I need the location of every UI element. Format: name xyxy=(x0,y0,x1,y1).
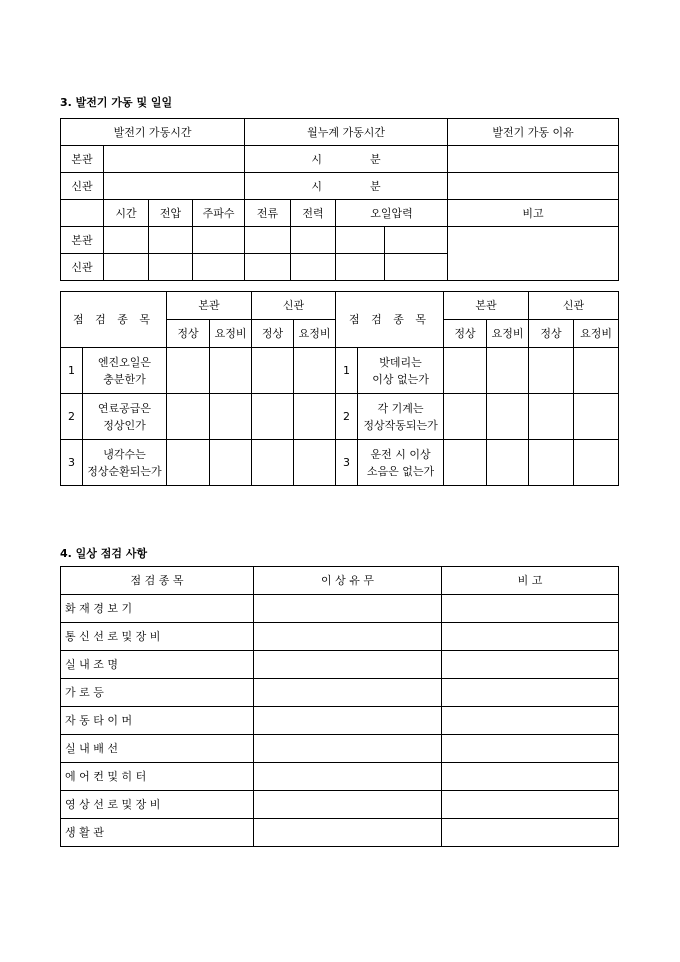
row-label-main: 본관 xyxy=(61,146,104,173)
table-row xyxy=(61,679,619,707)
table-row xyxy=(61,735,619,763)
inspection-header-row xyxy=(61,292,619,320)
item-number: 3 xyxy=(336,440,358,486)
hour-label: 시 xyxy=(311,179,323,193)
minute-label: 분 xyxy=(370,152,381,166)
table-row xyxy=(61,173,619,200)
remarks-cell[interactable] xyxy=(442,735,619,763)
section3-title: 3. 발전기 가동 및 일일 xyxy=(60,96,173,109)
table-row xyxy=(61,763,619,791)
table-row xyxy=(61,791,619,819)
table-row xyxy=(61,227,619,254)
daily-item-label: 자 동 타 이 머 xyxy=(61,707,254,735)
check-cell[interactable] xyxy=(529,348,574,394)
table-row xyxy=(61,348,619,394)
check-cell[interactable] xyxy=(167,440,210,486)
check-cell[interactable] xyxy=(252,440,294,486)
remarks-cell[interactable] xyxy=(442,623,619,651)
item-number: 2 xyxy=(61,394,83,440)
check-cell[interactable] xyxy=(487,440,529,486)
remarks-cell[interactable] xyxy=(442,791,619,819)
remarks-cell[interactable] xyxy=(442,651,619,679)
item-label: 각 기계는 정상작동되는가 xyxy=(358,394,444,440)
current-cell[interactable] xyxy=(245,227,291,254)
voltage-cell[interactable] xyxy=(149,227,193,254)
normal-header: 정상 xyxy=(529,320,574,348)
daily-check-table xyxy=(60,566,619,847)
table-row xyxy=(61,707,619,735)
frequency-cell[interactable] xyxy=(193,227,245,254)
repair-header: 요정비 xyxy=(487,320,529,348)
check-cell[interactable] xyxy=(252,394,294,440)
daily-item-label: 실 내 조 명 xyxy=(61,651,254,679)
runtime-header: 발전기 가동시간 xyxy=(61,119,245,146)
item-label: 엔진오일은 충분한가 xyxy=(83,348,167,394)
oil-pressure-header: 오일압력 xyxy=(336,200,448,227)
inspection-table xyxy=(60,291,619,486)
generator-header-row xyxy=(61,119,619,146)
repair-header: 요정비 xyxy=(210,320,252,348)
oil-pressure-cell[interactable] xyxy=(336,227,385,254)
voltage-header: 전압 xyxy=(149,200,193,227)
normal-header: 정상 xyxy=(252,320,294,348)
power-header: 전력 xyxy=(291,200,336,227)
item-header: 점 검 종 목 xyxy=(61,567,254,595)
left-main-building-header: 본관 xyxy=(167,292,252,320)
left-new-building-header: 신관 xyxy=(252,292,336,320)
remarks-cell[interactable] xyxy=(442,679,619,707)
time-header: 시간 xyxy=(104,200,149,227)
abnormality-cell[interactable] xyxy=(254,651,442,679)
table-row xyxy=(61,623,619,651)
table-row xyxy=(61,651,619,679)
minute-label: 분 xyxy=(370,179,381,193)
reason-cell[interactable] xyxy=(448,146,619,173)
check-cell[interactable] xyxy=(294,348,336,394)
right-item-header: 점 검 종 목 xyxy=(336,292,444,348)
abnormality-header: 이 상 유 무 xyxy=(254,567,442,595)
current-cell[interactable] xyxy=(245,254,291,281)
item-label: 운전 시 이상 소음은 없는가 xyxy=(358,440,444,486)
abnormality-cell[interactable] xyxy=(254,763,442,791)
voltage-cell[interactable] xyxy=(149,254,193,281)
check-cell[interactable] xyxy=(294,440,336,486)
repair-header: 요정비 xyxy=(574,320,619,348)
check-cell[interactable] xyxy=(210,440,252,486)
oil-pressure-cell[interactable] xyxy=(385,254,448,281)
item-number: 3 xyxy=(61,440,83,486)
oil-pressure-cell[interactable] xyxy=(336,254,385,281)
runtime-cell[interactable] xyxy=(104,146,245,173)
power-cell[interactable] xyxy=(291,254,336,281)
check-cell[interactable] xyxy=(487,348,529,394)
remarks-header: 비 고 xyxy=(442,567,619,595)
abnormality-cell[interactable] xyxy=(254,623,442,651)
check-cell[interactable] xyxy=(529,440,574,486)
check-cell[interactable] xyxy=(574,440,619,486)
row-label-new: 신관 xyxy=(61,254,104,281)
abnormality-cell[interactable] xyxy=(254,735,442,763)
remarks-cell[interactable] xyxy=(442,595,619,623)
monthly-runtime-cell[interactable] xyxy=(245,146,448,173)
check-cell[interactable] xyxy=(444,394,487,440)
row-label-new: 신관 xyxy=(61,173,104,200)
check-cell[interactable] xyxy=(574,394,619,440)
frequency-header: 주파수 xyxy=(193,200,245,227)
item-number: 1 xyxy=(61,348,83,394)
time-cell[interactable] xyxy=(104,254,149,281)
reason-cell[interactable] xyxy=(448,173,619,200)
check-cell[interactable] xyxy=(210,394,252,440)
check-cell[interactable] xyxy=(529,394,574,440)
hour-label: 시 xyxy=(311,152,323,166)
daily-header-row xyxy=(61,567,619,595)
monthly-runtime-cell[interactable] xyxy=(245,173,448,200)
check-cell[interactable] xyxy=(487,394,529,440)
measure-header-row xyxy=(61,200,619,227)
table-row xyxy=(61,146,619,173)
repair-header: 요정비 xyxy=(294,320,336,348)
item-number: 2 xyxy=(336,394,358,440)
table-row xyxy=(61,394,619,440)
daily-item-label: 화 재 경 보 기 xyxy=(61,595,254,623)
abnormality-cell[interactable] xyxy=(254,707,442,735)
check-cell[interactable] xyxy=(167,394,210,440)
right-main-building-header: 본관 xyxy=(444,292,529,320)
frequency-cell[interactable] xyxy=(193,254,245,281)
table-row xyxy=(61,595,619,623)
daily-item-label: 생 활 관 xyxy=(61,819,254,847)
daily-item-label: 영 상 선 로 및 장 비 xyxy=(61,791,254,819)
check-cell[interactable] xyxy=(574,348,619,394)
check-cell[interactable] xyxy=(252,348,294,394)
item-number: 1 xyxy=(336,348,358,394)
check-cell[interactable] xyxy=(444,440,487,486)
item-label: 연료공급은 정상인가 xyxy=(83,394,167,440)
right-new-building-header: 신관 xyxy=(529,292,619,320)
normal-header: 정상 xyxy=(444,320,487,348)
abnormality-cell[interactable] xyxy=(254,679,442,707)
left-item-header: 점 검 종 목 xyxy=(61,292,167,348)
remarks-header: 비고 xyxy=(448,200,619,227)
check-cell[interactable] xyxy=(444,348,487,394)
remarks-cell[interactable] xyxy=(442,763,619,791)
remarks-cell[interactable] xyxy=(448,227,619,281)
abnormality-cell[interactable] xyxy=(254,819,442,847)
oil-pressure-cell[interactable] xyxy=(385,227,448,254)
time-cell[interactable] xyxy=(104,227,149,254)
remarks-cell[interactable] xyxy=(442,819,619,847)
empty-cell xyxy=(61,200,104,227)
daily-item-label: 에 어 컨 및 히 터 xyxy=(61,763,254,791)
current-header: 전류 xyxy=(245,200,291,227)
power-cell[interactable] xyxy=(291,227,336,254)
item-label: 밧데리는 이상 없는가 xyxy=(358,348,444,394)
generator-table xyxy=(60,118,619,281)
section4-title: 4. 일상 점검 사항 xyxy=(60,547,148,560)
table-row xyxy=(61,819,619,847)
abnormality-cell[interactable] xyxy=(254,595,442,623)
normal-header: 정상 xyxy=(167,320,210,348)
abnormality-cell[interactable] xyxy=(254,791,442,819)
daily-item-label: 통 신 선 로 및 장 비 xyxy=(61,623,254,651)
table-row xyxy=(61,440,619,486)
daily-item-label: 실 내 배 선 xyxy=(61,735,254,763)
check-cell[interactable] xyxy=(167,348,210,394)
check-cell[interactable] xyxy=(210,348,252,394)
monthly-runtime-header: 월누계 가동시간 xyxy=(245,119,448,146)
runtime-cell[interactable] xyxy=(104,173,245,200)
remarks-cell[interactable] xyxy=(442,707,619,735)
check-cell[interactable] xyxy=(294,394,336,440)
daily-item-label: 가 로 등 xyxy=(61,679,254,707)
run-reason-header: 발전기 가동 이유 xyxy=(448,119,619,146)
row-label-main: 본관 xyxy=(61,227,104,254)
item-label: 냉각수는 정상순환되는가 xyxy=(83,440,167,486)
